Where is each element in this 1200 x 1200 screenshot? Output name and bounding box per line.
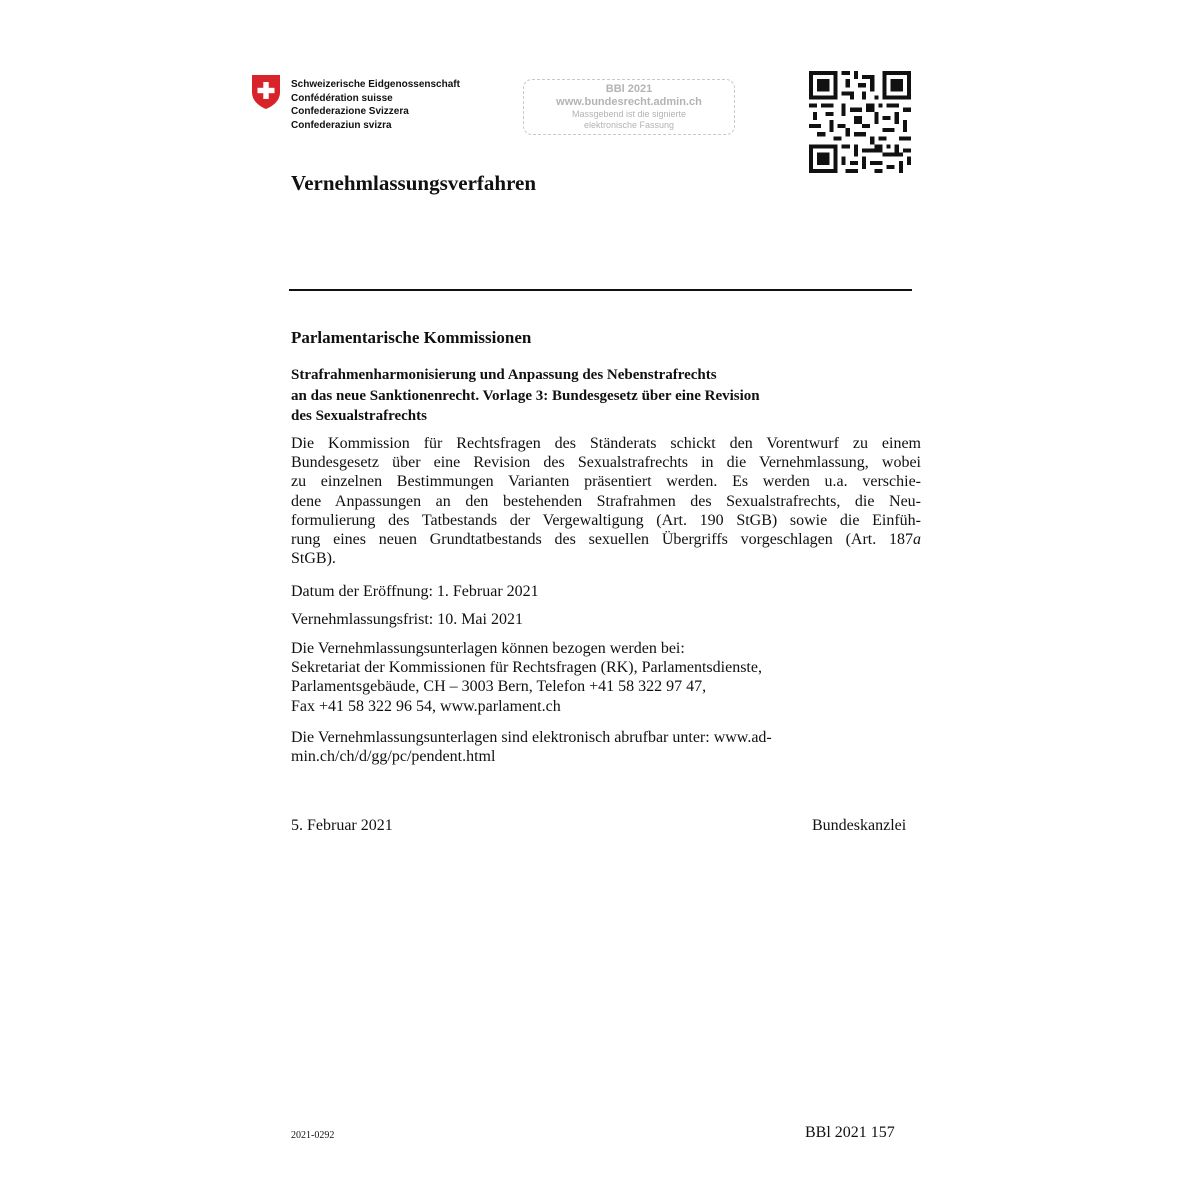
item-title <box>291 365 911 427</box>
description-paragraph <box>291 434 921 568</box>
agency-line-fr: Confédération suisse <box>291 92 393 104</box>
agency-line-rm: Confederaziun svizra <box>291 119 392 131</box>
electronic-line[interactable]: min.ch/ch/d/gg/pc/pendent.html <box>291 748 496 766</box>
description-line-with-article <box>291 530 921 549</box>
stamp-note-2: elektronische Fassung <box>583 120 675 130</box>
description-line-text: rung eines neuen Grundtatbestands des sexuellen Übergriffs vorgeschlagen (Art. 187 <box>291 531 913 549</box>
coat-of-arms <box>251 74 281 110</box>
swiss-cross-shield-icon <box>251 74 281 110</box>
description-line: Bundesgesetz über eine Revision des Sexualstrafrechts in die Vernehmlassung, wobei <box>291 454 921 472</box>
title-divider <box>289 289 912 291</box>
contact-line: Die Vernehmlassungsunterlagen können bezogen werden bei: <box>291 640 685 657</box>
agency-line-de: Schweizerische Eidgenossenschaft <box>291 79 460 90</box>
qr-code-graphic <box>809 71 911 173</box>
publication-date: 5. Februar 2021 <box>291 817 393 834</box>
issuer-name: Bundeskanzlei <box>812 817 907 834</box>
document-id: 2021-0292 <box>291 1130 335 1141</box>
consultation-deadline: Vernehmlassungsfrist: 10. Mai 2021 <box>291 611 523 628</box>
stamp-reference: BBl 2021 <box>605 83 653 95</box>
contact-line[interactable]: Fax +41 58 322 96 54, www.parlament.ch <box>291 697 561 715</box>
page-reference: BBl 2021 157 <box>805 1124 895 1141</box>
document-title: Vernehmlassungsverfahren <box>291 171 537 195</box>
agency-name <box>291 78 460 132</box>
opening-date: Datum der Eröffnung: 1. Februar 2021 <box>291 583 539 600</box>
description-line: Die Kommission für Rechtsfragen des Ständerats schickt den Vorentwurf zu einem <box>291 435 921 452</box>
electronic-access <box>291 728 921 766</box>
documents-contact <box>291 639 921 716</box>
item-title-line: Strafrahmenharmonisierung und Anpassung des Nebenstrafrechts <box>291 367 717 383</box>
agency-line-it: Confederazione Svizzera <box>291 106 409 117</box>
description-line: dene Anpassungen an den bestehenden Strafrahmen des Sexualstrafrechts, die Neu- <box>291 492 921 510</box>
item-title-line: an das neue Sanktionenrecht. Vorlage 3: Bundesgesetz über eine Revision <box>291 387 760 404</box>
contact-line: Parlamentsgebäude, CH – 3003 Bern, Telefon +41 58 322 97 47, <box>291 678 707 696</box>
contact-line: Sekretariat der Kommissionen für Rechtsfragen (RK), Parlamentsdienste, <box>291 659 762 677</box>
stamp-url[interactable]: www.bundesrecht.admin.ch <box>556 96 702 108</box>
signature-stamp <box>523 79 735 135</box>
qr-code-icon <box>809 71 911 173</box>
description-line: zu einzelnen Bestimmungen Varianten präsentiert werden. Es werden u.a. verschie- <box>291 473 921 491</box>
section-heading: Parlamentarische Kommissionen <box>291 328 532 347</box>
description-line: StGB). <box>291 550 336 568</box>
stamp-note-1: Massgebend ist die signierte <box>571 109 687 119</box>
electronic-line[interactable]: Die Vernehmlassungsunterlagen sind elektronisch abrufbar unter: www.ad- <box>291 729 772 746</box>
item-title-line: des Sexualstrafrechts <box>291 408 427 424</box>
description-line: formulierung des Tatbestands der Vergewaltigung (Art. 190 StGB) sowie die Einfüh- <box>291 511 921 529</box>
article-suffix: a <box>913 531 921 549</box>
